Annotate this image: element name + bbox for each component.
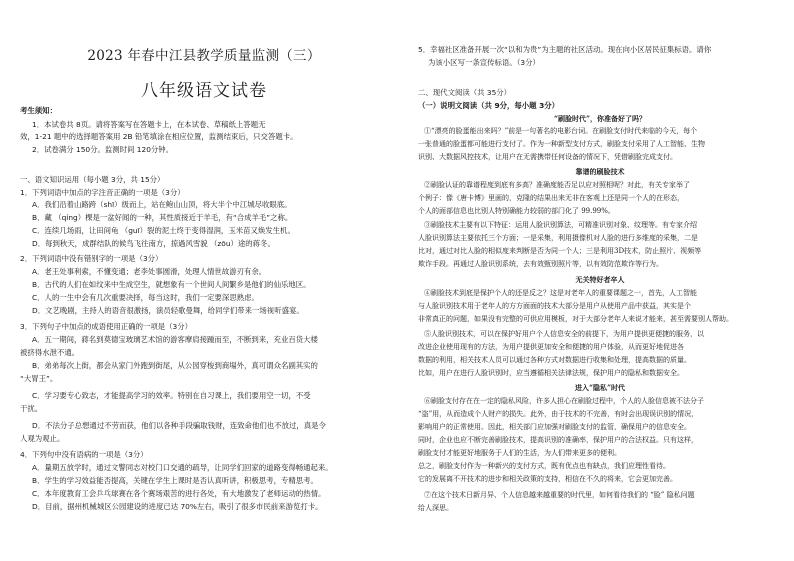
article-paragraph: “盗”用，从而造成个人财产的损失。此外，由于技术的不完善，有时会出现误识别的情况， xyxy=(418,410,699,418)
article-paragraph: 一张普通的脸蛋都可能进行支付了。作为一种新型支付方式，刷脸支付采用了人工智能、生物 xyxy=(418,140,705,148)
question-option: 干扰。 xyxy=(20,404,43,413)
question-option: 人观为观止。 xyxy=(20,434,65,443)
article-paragraph: ②刷脸认证的靠谱程度到底有多高？准确度能否足以应对照相呢？对此，有关专家举了 xyxy=(424,181,690,189)
question-option: B．藏 （qíng）棵是一盆好闻的一种，其性质接近于羊毛，有“合成羊毛”之称。 xyxy=(32,213,293,222)
article-paragraph: 同时，企业也应不断完善刷脸技术，提高识别的准确率，保护用户的合法权益。只有这样， xyxy=(418,436,698,444)
article-paragraph: 数据的利用，相关技术人员可以通过各种方式对数据进行收集和处理，提高数据的质量。 xyxy=(418,356,691,364)
question-option: C．学习要专心致志，才能提高学习的效率。特别在自习课上，我们要用空一切，不受 xyxy=(32,391,311,400)
article-paragraph: 影响用户的正常使用。因此，相关部门应加强对刷脸支付的监管，确保用户的信息安全。 xyxy=(418,423,691,431)
question-option: A．老王处事利索，不懂变通；老李处事圆滑，处理人情世故游刃有余。 xyxy=(32,267,267,276)
article-paragraph: 它的发展离不开技术的进步和相关政策的支持，相信在不久的将来，它会更加完善。 xyxy=(418,475,677,483)
question-stem: 1．下列词语中加点的字注音正确的一项是（3分） xyxy=(20,188,185,197)
question-option: D．目前，据州机械城区公园建设的进度已达 70%左右，吸引了很多市民前来游览打卡。 xyxy=(32,502,323,511)
exam-subtitle: 八年级语文试卷 xyxy=(141,81,267,101)
question-stem: 5．幸福社区准备开展一次“以和为贵”为主题的社区活动。现在向小区居民征集标语。请你 xyxy=(418,45,712,54)
question-option: D．不法分子总想通过不劳而获，他们以各种手段骗取钱财，连致命他们也不放过，真是令 xyxy=(32,421,326,430)
notice-heading: 考生须知： xyxy=(20,106,57,115)
question-option: A．我们沿着山路跨（shī）级而上，站在鲍山山顶，将大半个中江城尽收眼底。 xyxy=(32,200,292,209)
article-paragraph: ⑥刷脸支付存在在一定的隐私风险，许多人担心在刷脸过程中，个人的人脸信息被不法分子 xyxy=(424,397,704,405)
notice-line: 1．本试卷共 8页。请将答案写在答题卡上，在本试卷、草稿纸上答题无 xyxy=(32,120,266,129)
notice-line: 2．试卷满分 150分。监测时间 120分钟。 xyxy=(32,145,174,154)
article-title: “刷脸时代”，你准备好了吗？ xyxy=(553,114,647,123)
article-paragraph: ⑦在这个技术日新月异、个人信息越来越重要的时代里，如何看待我们的 “脸” 隐私问题 xyxy=(424,491,695,499)
article-subheading: 进入“隐私”时代 xyxy=(574,383,626,392)
article-paragraph: 非常真正的问题，如果没有完整的可供应用模板，对于大部分老年人来说才能来，甚至需要别人帮助。 xyxy=(418,315,733,323)
article-paragraph: 比对，通过对比人脸的相似度来判断是否为同一个人；三是利用3D技术，防止照片、视频等 xyxy=(418,247,702,255)
article-paragraph: 人脸识别算法主要依托三个方面；一是采集，利用摄像机对人脸的进行多维度的采集，二是 xyxy=(418,234,698,242)
question-option: D．每到秋天，成群结队的候鸟飞往南方，掠過风雪貌 （zōu）途的蒋冬。 xyxy=(32,239,275,248)
article-subheading: 靠谱的刷脸技术 xyxy=(575,167,625,176)
question-option: C．本年度教育工会乒乓球赛在各个赛场艰苦的进行各处，有大地激发了老师运动的热情。 xyxy=(32,489,326,498)
question-stem: 2．下列词语中没有错别字的一项是（3分） xyxy=(20,254,163,263)
article-paragraph: 欺诈手段。再通过人脸识别系统，去有效甄别照片等，以有效防范欺诈等行为。 xyxy=(418,260,663,268)
article-paragraph: 个例子：像《唐卡博》里画的，克隆的结果出来无非在客观上还是同一个人的在形态， xyxy=(418,194,684,202)
question-option: A．量期五放学时，通过文警同志对校门口交通的疏导，让同学们回家的道路变得畅通起来。 xyxy=(32,463,333,472)
article-subheading: 无关特好者卒人 xyxy=(575,275,625,284)
article-paragraph: 个人的面部信息也比别人特别确能力较弱的部门化了 99.99%。 xyxy=(418,207,615,215)
article-paragraph: 比如，用户在进行人脸识别时，应当遵循相关法律法规，保护用户的隐私和数据安全。 xyxy=(418,369,684,377)
question-option: B．学生的学习效益能否提高，关键在学生上课时是否认真听讲，积极思考，专精思考。 xyxy=(32,476,318,485)
question-stem: 3．下列句子中加点的成语使用正确的一项是（3分） xyxy=(20,322,193,331)
article-paragraph: ⑤人脸识别技术，可以在保护好用户个人信息安全的前提下，为用户提供更便捷的服务，以 xyxy=(424,330,704,338)
question-stem: 为该小区写一条宣传标语。（3分） xyxy=(428,58,540,67)
question-option: C．人的一生中会有几次重要决择，每当这时，我们一定要深思熟虑。 xyxy=(32,293,259,302)
question-option: B．弟弟每次上街，都会从家门外跑到街尾，从公园穿梭到商場外，真可谓众名副其实的 xyxy=(32,361,318,370)
article-paragraph: 刷脸支付才能更好地服务于人们的生活，为人们带来更多的便利。 xyxy=(418,449,621,457)
article-paragraph: ①“漂亮的脸蛋能出来吗？”前是一句著名的电影台词。在刷脸支付时代来临的今天，每个 xyxy=(424,127,698,135)
question-stem: 4．下列句中没有语病的一项是（3分） xyxy=(20,450,148,459)
question-option: “大胃王”。 xyxy=(20,374,58,383)
section-heading: 二、现代文阅读（共 35分） xyxy=(418,88,512,97)
article-paragraph: ④刷脸技术到底是保护个人的还是反之？这是对老年人的重要课题之一，首先，人工智能 xyxy=(424,289,697,297)
article-paragraph: ③刷脸技术主要有以下特征：运用人脸识别算法，可精准识别对象、纹理等。有专家介绍 xyxy=(424,221,697,229)
article-paragraph: 改进企业使用现有的方法，为用户提供更加安全和便捷的用户体验，从而更好地促进各 xyxy=(418,343,684,351)
article-paragraph: 给人深思。 xyxy=(418,504,453,512)
question-option: A．五一期间，蔣名到莫德宝玻璃艺术馆的游客摩肩接踵而至，不断到来，充业百货大楼 xyxy=(32,335,318,344)
section-heading: 一、语文知识运用（每小题 3分，共 15分） xyxy=(20,175,165,184)
question-option: B．古代的人们在如纹来中生成空生，就想象有一个世间人间繁乡是他们的仙乐地区。 xyxy=(32,280,311,289)
article-paragraph: 识别、大数据风控技术，让用户在无需携带任何设备的情况下，凭借刷脸完成支付。 xyxy=(418,153,677,161)
question-option: 被挤得水泄不通。 xyxy=(20,348,80,357)
notice-line: 效，1-21 题中的选择题答案用 2B 铅笔填涂在相应位置，监测结束后，只交答题卡。 xyxy=(20,132,298,141)
question-option: D．文艺晚剧，主持人的语音很激扬，演员轻歌曼舞，给同学们带来一场视听盛宴。 xyxy=(32,306,304,315)
page-title: 2023 年春中江县教学质量监测（三） xyxy=(87,48,321,64)
subsection-heading: （一）说明文阅读（共 9分，每小题 3分） xyxy=(418,101,560,110)
article-paragraph: 总之，刷脸支付作为一种新兴的支付方式，既有优点也有缺点，我们应理性看待。 xyxy=(418,462,670,470)
article-paragraph: 与人脸识别技术用于老年人的方方面面的技术大部分是用户从使用产品中获益，其实是个 xyxy=(418,302,691,310)
question-option: C．连续几场雨，让田间龟 （guī）裂的泥土终于变得湿润，玉米苗又焕发生机。 xyxy=(32,226,295,235)
